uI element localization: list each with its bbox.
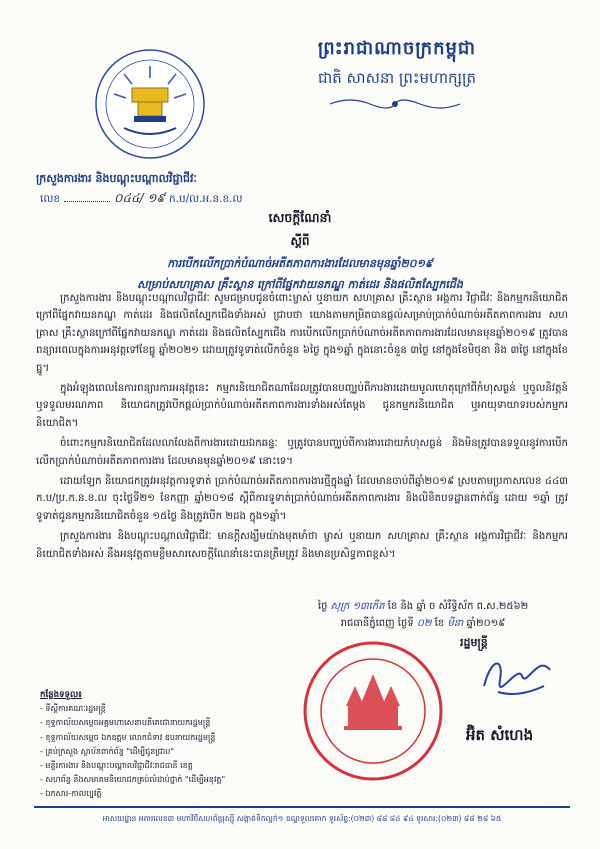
document-body xyxy=(36,290,568,566)
body-paragraph: ក្រសួងការងារ និងបណ្តុះបណ្តាលវិជ្ជាជីវៈ មានក្តីសង្ឃឹមយ៉ាងមុតមាំថា ម្ចាស់ ឬនាយក សហគ្រាស គ្រឹះស្ថាន អង្គការវិជ្ជាជីវៈ និងកម្មករនិយោជិតទាំងអស់ នឹងអនុវត្តតាមខ្លឹមសារសេចក្តីណែនាំនេះបានត្រឹមត្រូវ និងមានប្រសិទ្ធភាពខ្ពស់។ xyxy=(36,531,568,560)
ministry-logo-emblem xyxy=(94,48,206,160)
document-date xyxy=(268,598,578,632)
body-paragraph: ក្រសួងការងារ និងបណ្តុះបណ្តាលវិជ្ជាជីវៈ សូមជម្រាបជូនចំពោះម្ចាស់ ឬនាយក សហគ្រាស គ្រឹះស្ថាន អង្គការ វិជ្ជាជីវៈ និងកម្មករនិយោជិតក្រៅពីផ្នែកវាយនភណ្ឌ កាត់ដេរ និងផលិតស្បែកជើងទាំងអស់ ជ្រាបថា យោងតាមកម្រិតបានផ្តល់សម្រាប់ប្រាក់បំណាច់អតីតភាពការងារ សហគ្រាស គ្រឹះស្ថានក្រៅពីផ្នែកវាយនភណ្ឌ កាត់ដេរ និងផលិតស្បែកជើង ការបើកលើកប្រាក់បំណាច់អតីតភាពការងារដែលមានមុនឆ្នាំ២០១៩ ត្រូវបានពន្យារពេលក្នុងការអនុវត្តទៅខែធ្នូ ឆ្នាំ២០២១ ដោយត្រូវទូទាត់លើកចំនួន ៦ថ្ងៃ ក្នុង១ឆ្នាំ ក្នុងនោះចំនួន ៣ថ្ងៃ នៅក្នុងខែមិថុនា និង ៣ថ្ងៃ នៅក្នុងខែធ្នូ។ xyxy=(36,293,568,374)
solar-date: រាជធានីភ្នំពេញ ថ្ងៃទី ០២ ខែ មីនា ឆ្នាំ២០១៩ xyxy=(340,618,506,629)
document-title xyxy=(30,210,570,293)
ministry-name: ក្រសួងការងារ និងបណ្តុះបណ្តាលវិជ្ជាជីវៈ xyxy=(36,172,197,185)
solar-month-handwritten: មីនា xyxy=(447,618,464,629)
official-seal-stamp xyxy=(298,636,448,786)
solar-day-handwritten: ០២ xyxy=(416,618,432,629)
body-paragraph: ដោយឡែក និយោជកត្រូវអនុវត្តការទូទាត់ ប្រាក់បំណាច់អតីតភាពការងារថ្មីក្នុងឆ្នាំ ដែលមានចាប់ពីឆ្នាំ២០១៩ ស្របតាមប្រកាសលេខ ៤៤៣ ក.ប/ប្រ.ក.ន.ខ.ល ចុះថ្ងៃទី២១ ខែកញ្ញា ឆ្នាំ២០១៨ ស្តីពីការទូទាត់ប្រាក់បំណាច់អតីតភាពការងារ និងលិខិតបទដ្ឋានពាក់ព័ន្ធ ដោយ ១ឆ្នាំ ត្រូវទូទាត់ជូនកម្មករនិយោជិតចំនួន ១៥ថ្ងៃ និងត្រូវបើក ២ដង ក្នុង១ឆ្នាំ។ xyxy=(36,476,568,522)
lunar-date-handwritten: សុក្រ ១៣កើត xyxy=(330,601,385,612)
ornament-divider-icon xyxy=(330,96,460,112)
recipient-item: - ទីស្តីការគណៈរដ្ឋមន្ត្រី xyxy=(40,704,106,714)
signer-name: អ៊ិត សំហេង xyxy=(466,726,534,744)
reference-number xyxy=(40,190,242,208)
ref-dotted-line xyxy=(64,191,110,202)
document-type: សេចក្តីណែនាំ xyxy=(268,210,332,225)
ref-suffix: ក.ប/ល.អ.ន.ខ.ល xyxy=(168,193,243,205)
recipient-item: - ខុទ្ទកាល័យសម្តេចអគ្គមហាសេនាបតីតេជោនាយករដ្ឋមន្ត្រី xyxy=(40,718,211,728)
ref-number: ០៤៤/ ១៩ xyxy=(114,191,165,205)
body-paragraph: ក្នុងអំឡុងពេលនៃការពន្យារការអនុវត្តនេះ កម្មករនិយោជិតណាដែលត្រូវបានបញ្ឈប់ពីការងារដោយមូលហេតុក្រៅពីកំហុសធ្ងន់ ឬចូលនិវត្តន៍ ឬទទួលមរណភាព និយោជកត្រូវបើកផ្តល់ប្រាក់បំណាច់អតីតភាពការងារទាំងអស់តែម្តង ជូនកម្មករនិយោជិត ឬអាយុទាយាទរបស់កម្មករនិយោជិត។ xyxy=(36,383,568,429)
letterhead xyxy=(232,36,562,91)
subject-line-2: សម្រាប់សហគ្រាស គ្រឹះស្ថាន ក្រៅពីផ្នែកវាយនភណ្ឌ កាត់ដេរ និងផលិតស្បែកជើង xyxy=(137,278,463,291)
recipient-item: - ខុទ្ទកាល័យសម្តេច ឯកឧត្តម លោកជំទាវ ឧបនាយករដ្ឋមន្ត្រី xyxy=(40,732,216,742)
kingdom-heading: ព្រះរាជាណាចក្រកម្ពុជា xyxy=(317,38,477,59)
ref-prefix: លេខ xyxy=(40,193,60,205)
national-motto: ជាតិ សាសនា ព្រះមហាក្សត្រ xyxy=(317,69,477,87)
about-label: ស្តីពី xyxy=(290,234,310,248)
recipient-item: - ឯកសារ-កាលប្បវត្តិ xyxy=(40,789,102,799)
handwritten-signature xyxy=(478,646,558,706)
recipient-item: - មន្ទីរការងារ និងបណ្តុះបណ្តាលវិជ្ជាជីវៈរាជធានី ខេត្ត xyxy=(40,761,193,771)
body-paragraph: ចំពោះកម្មករនិយោជិតដែលលាលែងពីការងារដោយឯកឆន្ទៈ ឬត្រូវបានបញ្ឈប់ពីការងារដោយកំហុសធ្ងន់ និងមិនត្រូវបានទទួលនូវការបើកលើកប្រាក់បំណាច់អតីតភាពការងារ ដែលមានមុនឆ្នាំ២០១៩ នោះទេ។ xyxy=(36,438,568,467)
footer-address: អាសយដ្ឋាន អគារលេខ៣ មហាវិថីសហព័ន្ធរុស្ស៊ី សង្កាត់ទឹកល្អក់១ ខណ្ឌទួលគោក ទូរស័ព្ទ:(០២៣) ៨៨ ៨៤ ៩៤ ទូរសារ:(០២៣) ៨៨ ២៨ ៦៥ xyxy=(102,814,502,823)
minister-title: រដ្ឋមន្ត្រី xyxy=(460,636,488,649)
recipients-heading: កន្លែងទទួល៖ xyxy=(40,690,82,700)
lunar-date: ថ្ងៃ សុក្រ ១៣កើត ខែ និង ឆ្នាំ ច សំរឹទ្ធិស័ក ព.ស.២៥៦២ xyxy=(317,601,529,612)
recipients-list xyxy=(40,688,280,802)
footer-divider xyxy=(34,806,570,808)
recipient-item: - សហព័ន្ធ និងសមាគមនិយោជកគ្រប់លំដាប់ថ្នាក់ "ដើម្បីអនុវត្ត" xyxy=(40,775,226,785)
subject-line-1: ការបើកលើកប្រាក់បំណាច់អតីតភាពការងារដែលមានមុនឆ្នាំ២០១៩ xyxy=(167,257,433,270)
recipient-item: - គ្រប់ក្រសួង ស្ថាប័នពាក់ព័ន្ធ "ដើម្បីជូនជ្រាប" xyxy=(40,746,175,756)
